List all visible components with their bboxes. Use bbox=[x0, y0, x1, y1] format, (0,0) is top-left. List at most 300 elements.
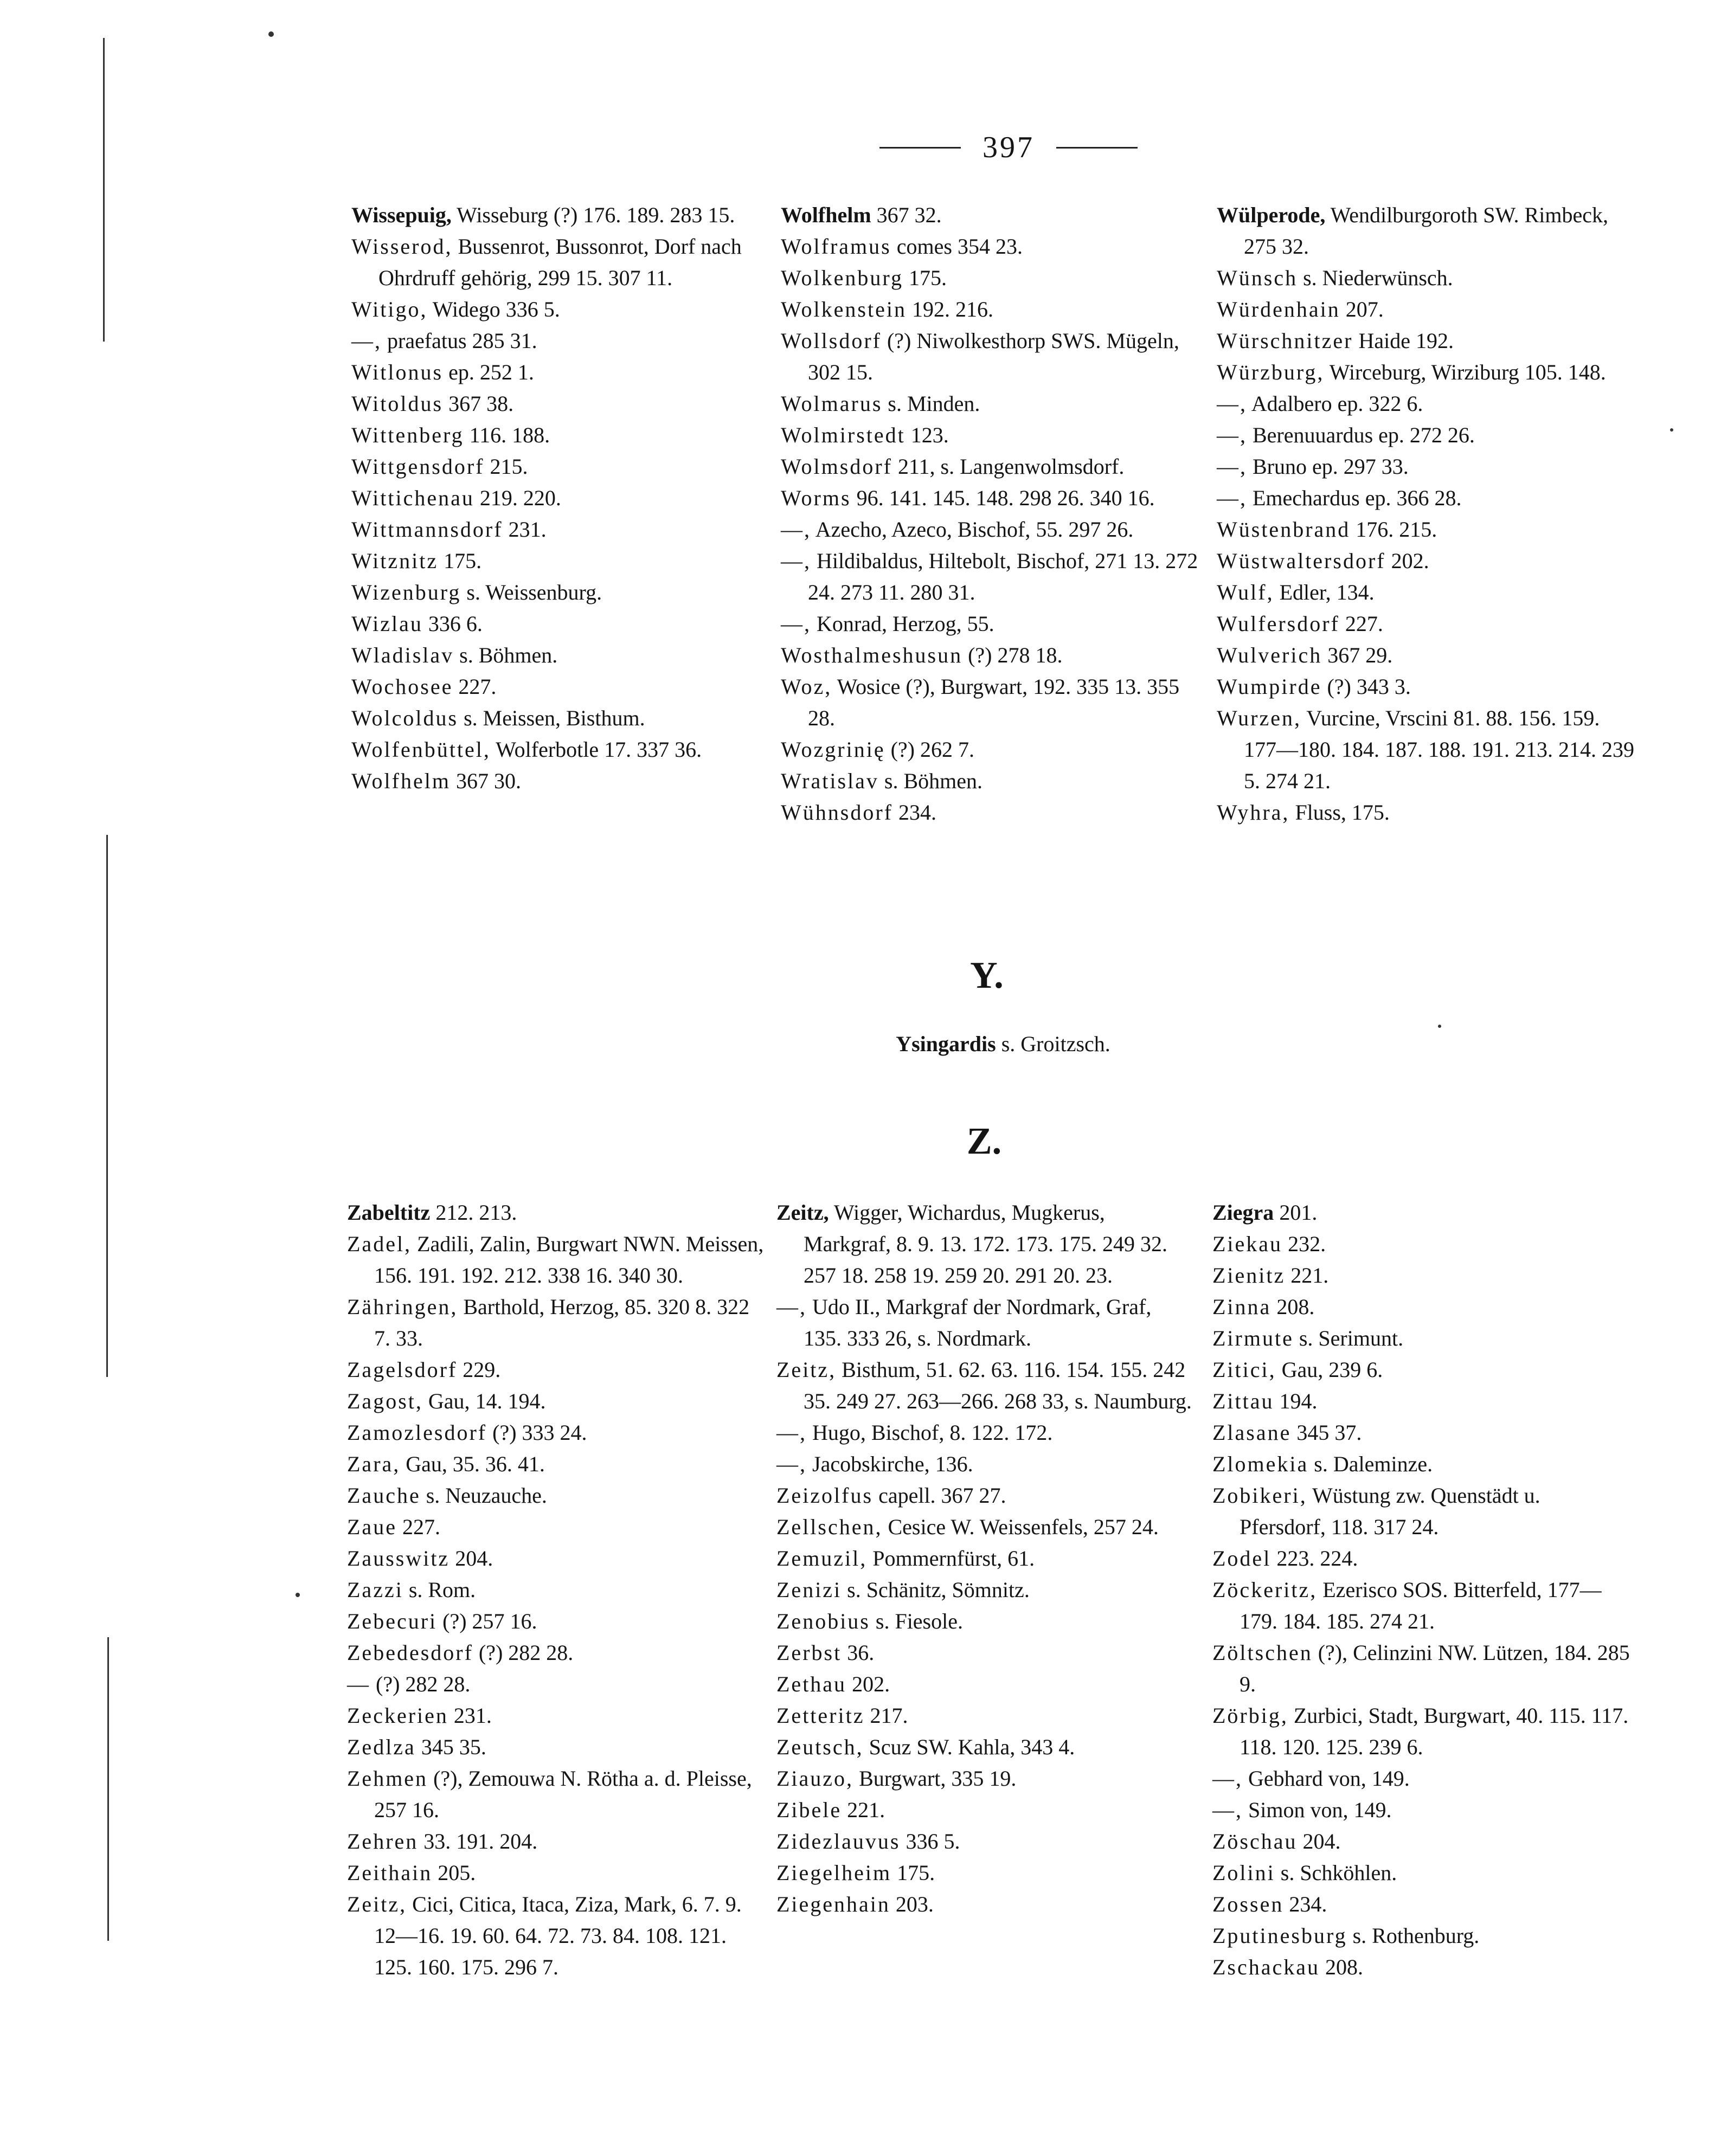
index-entry-refs: Wigger, Wichardus, Mugkerus, Markgraf, 8. 9. 13. 172. 173. 175. 249 32. 257 18. 258 19. 259 20. 291 20. 23. bbox=[804, 1200, 1168, 1288]
index-entry bbox=[1212, 1480, 1630, 1543]
index-entry bbox=[1217, 262, 1634, 294]
index-entry-head: —, bbox=[776, 1295, 807, 1319]
index-entry bbox=[347, 1637, 765, 1669]
index-entry bbox=[776, 1291, 1194, 1354]
index-entry-refs: 215. bbox=[484, 454, 528, 479]
index-entry-head: Wüstenbrand bbox=[1217, 517, 1351, 542]
index-entry bbox=[776, 1417, 1194, 1449]
index-entry bbox=[781, 797, 1198, 828]
index-entry bbox=[347, 1574, 765, 1606]
index-entry bbox=[347, 1197, 765, 1228]
index-entry bbox=[351, 514, 769, 545]
index-entry bbox=[347, 1291, 765, 1354]
index-entry-head: Zeitz, bbox=[776, 1357, 837, 1382]
index-entry-refs: praefatus 285 31. bbox=[382, 329, 537, 353]
index-entry-head: Wittmannsdorf bbox=[351, 517, 503, 542]
index-entry bbox=[1212, 1291, 1630, 1323]
index-entry bbox=[781, 671, 1198, 734]
index-column-top-right bbox=[1217, 199, 1634, 828]
index-entry-head: Zehmen bbox=[347, 1766, 428, 1791]
index-entry-head: Wyhra, bbox=[1217, 800, 1290, 825]
index-entry-head: Zaue bbox=[347, 1515, 397, 1539]
index-entry-head: Zauche bbox=[347, 1483, 421, 1508]
index-entry-head: Würdenhain bbox=[1217, 297, 1340, 321]
index-entry-head: Wittenberg bbox=[351, 423, 464, 447]
index-entry-refs: 227. bbox=[396, 1515, 440, 1539]
index-entry bbox=[1212, 1637, 1630, 1700]
index-entry-head: Zehren bbox=[347, 1829, 419, 1853]
index-entry bbox=[776, 1449, 1194, 1480]
index-entry-refs: 367 29. bbox=[1322, 643, 1393, 667]
index-entry bbox=[347, 1543, 765, 1574]
index-entry bbox=[1212, 1323, 1630, 1354]
index-entry bbox=[351, 640, 769, 671]
index-entry-refs: Zadili, Zalin, Burgwart NWN. Meissen, 156. 191. 192. 212. 338 16. 340 30. bbox=[374, 1232, 764, 1288]
index-entry bbox=[351, 231, 769, 294]
index-entry-head: Zörbig, bbox=[1212, 1703, 1288, 1728]
index-entry-head: Zlomekia bbox=[1212, 1452, 1309, 1476]
index-entry-refs: Hildibaldus, Hiltebolt, Bischof, 271 13. 272 24. 273 11. 280 31. bbox=[808, 549, 1198, 604]
index-entry-refs: 175. bbox=[903, 266, 947, 290]
index-entry bbox=[1217, 703, 1634, 797]
index-entry-refs: s. Schänitz, Sömnitz. bbox=[842, 1578, 1030, 1602]
index-entry bbox=[776, 1794, 1194, 1826]
index-entry bbox=[351, 357, 769, 388]
section-y-entry-rest: s. Groitzsch. bbox=[996, 1032, 1110, 1056]
index-entry bbox=[1217, 482, 1634, 514]
index-entry-refs: 202. bbox=[846, 1672, 890, 1696]
index-entry-head: Zenobius bbox=[776, 1609, 870, 1633]
index-entry-head: Witznitz bbox=[351, 549, 439, 573]
index-entry-refs: 221. bbox=[1285, 1263, 1329, 1288]
index-entry-head: Wolcoldus bbox=[351, 706, 459, 730]
index-entry-refs: Pommernfürst, 61. bbox=[867, 1546, 1035, 1571]
index-entry-refs: Berenuuardus ep. 272 26. bbox=[1247, 423, 1475, 447]
index-entry bbox=[1217, 357, 1634, 388]
index-entry bbox=[1217, 388, 1634, 420]
index-entry bbox=[781, 294, 1198, 325]
index-entry bbox=[776, 1669, 1194, 1700]
header-rule-left bbox=[879, 147, 961, 149]
index-entry-refs: 232. bbox=[1282, 1232, 1326, 1256]
index-entry-head: Zemuzil, bbox=[776, 1546, 868, 1571]
index-entry-head: Wolfhelm bbox=[781, 203, 871, 227]
index-entry-refs: 221. bbox=[842, 1798, 885, 1822]
index-entry-refs: 123. bbox=[905, 423, 949, 447]
index-entry-head: Wizenburg bbox=[351, 580, 461, 604]
index-entry-refs: 175. bbox=[891, 1861, 935, 1885]
scan-speck bbox=[268, 31, 274, 37]
index-entry-refs: Zurbici, Stadt, Burgwart, 40. 115. 117. 118. 120. 125. 239 6. bbox=[1240, 1703, 1629, 1759]
index-entry bbox=[776, 1889, 1194, 1920]
index-entry-refs: Gau, 35. 36. 41. bbox=[400, 1452, 545, 1476]
index-entry bbox=[1212, 1386, 1630, 1417]
index-entry bbox=[347, 1857, 765, 1889]
index-entry-refs: Gau, 239 6. bbox=[1276, 1357, 1383, 1382]
index-entry-head: —, bbox=[776, 1452, 807, 1476]
index-entry-head: Wühnsdorf bbox=[781, 800, 893, 825]
index-entry bbox=[351, 294, 769, 325]
index-entry-refs: (?) 333 24. bbox=[487, 1420, 587, 1445]
index-entry-refs: capell. 367 27. bbox=[873, 1483, 1006, 1508]
index-entry-head: Zobikeri, bbox=[1212, 1483, 1307, 1508]
index-entry bbox=[781, 420, 1198, 451]
index-entry bbox=[776, 1197, 1194, 1291]
index-entry-head: Ziegenhain bbox=[776, 1892, 890, 1916]
index-column-bottom-middle bbox=[776, 1197, 1194, 1920]
index-entry bbox=[781, 451, 1198, 482]
index-entry-head: —, bbox=[1217, 454, 1247, 479]
index-entry bbox=[351, 451, 769, 482]
index-entry bbox=[347, 1354, 765, 1386]
index-entry bbox=[347, 1889, 765, 1983]
index-entry-refs: Widego 336 5. bbox=[427, 297, 560, 321]
index-entry-head: Wulverich bbox=[1217, 643, 1322, 667]
index-entry bbox=[776, 1732, 1194, 1763]
index-entry-refs: Simon von, 149. bbox=[1243, 1798, 1392, 1822]
page-number: 397 bbox=[982, 131, 1035, 164]
index-entry-refs: Wolferbotle 17. 337 36. bbox=[490, 737, 702, 762]
index-entry-refs: Bisthum, 51. 62. 63. 116. 154. 155. 242 35. 249 27. 263—266. 268 33, s. Naumburg. bbox=[804, 1357, 1192, 1413]
index-entry-head: Zolini bbox=[1212, 1861, 1275, 1885]
index-entry-refs: Gebhard von, 149. bbox=[1243, 1766, 1410, 1791]
index-entry bbox=[1217, 514, 1634, 545]
index-entry bbox=[1212, 1889, 1630, 1920]
index-entry bbox=[1212, 1794, 1630, 1826]
index-entry bbox=[1212, 1952, 1630, 1983]
index-entry-head: Zeitz, bbox=[776, 1200, 829, 1225]
index-entry bbox=[776, 1354, 1194, 1417]
index-entry-refs: 212. 213. bbox=[430, 1200, 517, 1225]
index-entry-head: Wolkenburg bbox=[781, 266, 904, 290]
index-entry-refs: 367 32. bbox=[871, 203, 942, 227]
index-entry-head: Wolframus bbox=[781, 234, 891, 259]
index-entry bbox=[1212, 1763, 1630, 1794]
index-entry-head: Zirmute bbox=[1212, 1326, 1294, 1350]
index-entry-refs: Burgwart, 335 19. bbox=[853, 1766, 1017, 1791]
index-entry-head: Wladislav bbox=[351, 643, 454, 667]
index-entry-head: Wülperode, bbox=[1217, 203, 1326, 227]
index-entry bbox=[1217, 199, 1634, 262]
index-entry-refs: Jacobskirche, 136. bbox=[807, 1452, 973, 1476]
index-entry-head: Zellschen, bbox=[776, 1515, 883, 1539]
index-entry bbox=[1217, 420, 1634, 451]
index-entry-head: Würschnitzer bbox=[1217, 329, 1353, 353]
index-entry bbox=[781, 325, 1198, 388]
index-entry-refs: s. Rom. bbox=[403, 1578, 476, 1602]
index-entry-head: Witlonus bbox=[351, 360, 444, 384]
index-entry-head: Wüstwaltersdorf bbox=[1217, 549, 1386, 573]
index-entry bbox=[347, 1763, 765, 1826]
section-y-entry-head: Ysingardis bbox=[896, 1032, 996, 1056]
index-entry-head: Zinna bbox=[1212, 1295, 1272, 1319]
index-entry-head: —, bbox=[776, 1420, 807, 1445]
index-entry-refs: Emechardus ep. 366 28. bbox=[1247, 486, 1462, 510]
index-entry-head: Zeitz, bbox=[347, 1892, 407, 1916]
index-entry bbox=[1212, 1228, 1630, 1260]
index-entry-head: Zagelsdorf bbox=[347, 1357, 458, 1382]
index-entry-head: Wulf, bbox=[1217, 580, 1274, 604]
index-entry bbox=[351, 199, 769, 231]
index-entry-refs: 208. bbox=[1271, 1295, 1315, 1319]
index-entry-refs: 211, s. Langenwolmsdorf. bbox=[892, 454, 1125, 479]
scan-margin-line bbox=[107, 1637, 109, 1941]
scan-speck bbox=[1670, 428, 1673, 432]
index-entry bbox=[351, 545, 769, 577]
scan-speck bbox=[1438, 1025, 1441, 1028]
index-entry-head: Zeutsch, bbox=[776, 1735, 864, 1759]
index-entry-head: Zossen bbox=[1212, 1892, 1284, 1916]
index-entry-head: —, bbox=[781, 549, 811, 573]
index-entry-refs: Wirceburg, Wirziburg 105. 148. bbox=[1324, 360, 1606, 384]
index-entry bbox=[776, 1574, 1194, 1606]
section-y-entry bbox=[759, 1031, 1247, 1057]
index-entry-refs: 192. 216. bbox=[906, 297, 993, 321]
index-entry bbox=[347, 1417, 765, 1449]
index-entry bbox=[776, 1543, 1194, 1574]
index-column-top-middle bbox=[781, 199, 1198, 828]
index-entry-refs: (?) Niwolkesthorp SWS. Mügeln, 302 15. bbox=[808, 329, 1179, 384]
index-entry bbox=[351, 420, 769, 451]
index-entry-head: Zodel bbox=[1212, 1546, 1272, 1571]
index-entry-refs: 336 5. bbox=[900, 1829, 960, 1853]
index-entry-refs: 367 38. bbox=[443, 391, 514, 416]
index-entry bbox=[776, 1480, 1194, 1511]
section-letter-y: Y. bbox=[970, 955, 1004, 996]
index-entry bbox=[781, 640, 1198, 671]
index-entry-head: — bbox=[347, 1672, 370, 1696]
index-entry-refs: Wüstung zw. Quenstädt u. Pfersdorf, 118. 317 24. bbox=[1240, 1483, 1540, 1539]
index-entry bbox=[347, 1606, 765, 1637]
index-entry-refs: (?) 343 3. bbox=[1321, 674, 1411, 699]
index-entry-refs: s. Weissenburg. bbox=[461, 580, 602, 604]
index-entry-refs: s. Niederwünsch. bbox=[1298, 266, 1453, 290]
index-entry bbox=[351, 608, 769, 640]
index-entry-head: Zerbst bbox=[776, 1640, 842, 1665]
index-entry-head: —, bbox=[781, 612, 811, 636]
index-entry-refs: 116. 188. bbox=[464, 423, 550, 447]
index-entry bbox=[347, 1700, 765, 1732]
index-entry-head: Wolfhelm bbox=[351, 769, 451, 793]
index-entry-head: Zitici, bbox=[1212, 1357, 1276, 1382]
index-entry bbox=[1217, 671, 1634, 703]
index-entry bbox=[1212, 1417, 1630, 1449]
index-entry-refs: 229. bbox=[457, 1357, 501, 1382]
index-entry-head: Zazzi bbox=[347, 1578, 403, 1602]
index-entry-refs: 204. bbox=[1297, 1829, 1341, 1853]
index-entry-refs: ep. 252 1. bbox=[443, 360, 534, 384]
index-entry bbox=[347, 1732, 765, 1763]
index-column-bottom-left bbox=[347, 1197, 765, 1983]
index-entry-head: Wittichenau bbox=[351, 486, 474, 510]
index-entry bbox=[781, 734, 1198, 765]
index-entry bbox=[1212, 1260, 1630, 1291]
index-entry-refs: Cesice W. Weissenfels, 257 24. bbox=[882, 1515, 1159, 1539]
index-entry bbox=[1217, 451, 1634, 482]
index-entry-refs: (?) 282 28. bbox=[473, 1640, 574, 1665]
index-entry-refs: Cici, Citica, Itaca, Ziza, Mark, 6. 7. 9. 12—16. 19. 60. 64. 72. 73. 84. 108. 121. 125. 160. 175. 296 7. bbox=[374, 1892, 742, 1979]
index-entry-refs: 201. bbox=[1274, 1200, 1318, 1225]
page-header bbox=[813, 126, 1204, 169]
index-entry bbox=[781, 608, 1198, 640]
index-entry bbox=[351, 703, 769, 734]
scan-margin-line bbox=[103, 38, 105, 342]
index-entry-refs: Barthold, Herzog, 85. 320 8. 322 7. 33. bbox=[374, 1295, 750, 1350]
index-entry-head: Wumpirde bbox=[1217, 674, 1322, 699]
index-entry-head: Zöckeritz, bbox=[1212, 1578, 1318, 1602]
index-entry-refs: s. Minden. bbox=[882, 391, 980, 416]
index-entry-refs: Vurcine, Vrscini 81. 88. 156. 159. 177—180. 184. 187. 188. 191. 213. 214. 239 5. 274 21. bbox=[1244, 706, 1634, 793]
index-entry-refs: 227. bbox=[1339, 612, 1383, 636]
index-column-top-left bbox=[351, 199, 769, 797]
index-entry bbox=[351, 388, 769, 420]
index-entry bbox=[776, 1637, 1194, 1669]
index-entry bbox=[347, 1480, 765, 1511]
index-entry-head: Wolmsdorf bbox=[781, 454, 892, 479]
index-entry-head: Wurzen, bbox=[1217, 706, 1301, 730]
index-entry bbox=[351, 577, 769, 608]
index-entry bbox=[351, 671, 769, 703]
scan-speck bbox=[296, 1593, 300, 1597]
index-entry bbox=[781, 545, 1198, 608]
index-entry-refs: 367 30. bbox=[450, 769, 521, 793]
index-entry-head: Zadel, bbox=[347, 1232, 412, 1256]
index-entry bbox=[1217, 797, 1634, 828]
index-entry-refs: Haide 192. bbox=[1353, 329, 1454, 353]
index-entry-head: Zausswitz bbox=[347, 1546, 450, 1571]
index-entry-refs: Edler, 134. bbox=[1274, 580, 1375, 604]
index-entry bbox=[347, 1826, 765, 1857]
index-entry-head: —, bbox=[1212, 1766, 1243, 1791]
index-entry-head: Zöschau bbox=[1212, 1829, 1298, 1853]
index-entry-head: Wittgensdorf bbox=[351, 454, 485, 479]
index-entry-refs: Wendilburgoroth SW. Rimbeck, 275 32. bbox=[1244, 203, 1608, 259]
header-rule-right bbox=[1056, 147, 1138, 149]
index-entry-refs: s. Böhmen. bbox=[878, 769, 983, 793]
index-entry-refs: 202. bbox=[1385, 549, 1429, 573]
index-entry-refs: Wisseburg (?) 176. 189. 283 15. bbox=[451, 203, 735, 227]
index-entry-head: Zlasane bbox=[1212, 1420, 1292, 1445]
index-entry-refs: 204. bbox=[449, 1546, 493, 1571]
index-entry-head: Würzburg, bbox=[1217, 360, 1325, 384]
index-entry bbox=[776, 1857, 1194, 1889]
index-entry-refs: 227. bbox=[453, 674, 497, 699]
index-entry-head: Wolfenbüttel, bbox=[351, 737, 491, 762]
index-entry-refs: s. Rothenburg. bbox=[1347, 1923, 1480, 1948]
index-entry bbox=[776, 1763, 1194, 1794]
index-entry bbox=[351, 482, 769, 514]
index-entry-refs: Ezerisco SOS. Bitterfeld, 177—179. 184. 185. 274 21. bbox=[1240, 1578, 1602, 1633]
index-entry-refs: (?) 262 7. bbox=[885, 737, 975, 762]
index-entry-refs: Wosice (?), Burgwart, 192. 335 13. 355 28. bbox=[808, 674, 1180, 730]
index-entry-head: Zetteritz bbox=[776, 1703, 865, 1728]
index-entry-refs: 336 6. bbox=[422, 612, 483, 636]
index-entry-head: Zeizolfus bbox=[776, 1483, 874, 1508]
index-entry bbox=[347, 1386, 765, 1417]
index-entry-refs: 345 37. bbox=[1291, 1420, 1362, 1445]
index-entry-head: Wozgrinię bbox=[781, 737, 885, 762]
index-entry-head: Wratislav bbox=[781, 769, 879, 793]
index-entry bbox=[781, 514, 1198, 545]
index-entry-refs: (?) 282 28. bbox=[370, 1672, 471, 1696]
index-entry-refs: 234. bbox=[1283, 1892, 1327, 1916]
index-entry bbox=[1212, 1920, 1630, 1952]
index-entry-head: Ziauzo, bbox=[776, 1766, 854, 1791]
index-entry bbox=[347, 1449, 765, 1480]
index-entry-head: Wolmarus bbox=[781, 391, 883, 416]
index-entry-head: —, bbox=[781, 517, 811, 542]
index-entry-head: Zabeltitz bbox=[347, 1200, 431, 1225]
index-entry bbox=[781, 482, 1198, 514]
index-entry bbox=[1217, 325, 1634, 357]
index-entry-head: Witigo, bbox=[351, 297, 428, 321]
index-entry-head: Zöltschen bbox=[1212, 1640, 1313, 1665]
index-entry-head: Zeithain bbox=[347, 1861, 433, 1885]
index-entry-head: Ziegelheim bbox=[776, 1861, 892, 1885]
index-entry-head: —, bbox=[1217, 423, 1247, 447]
index-entry bbox=[1217, 577, 1634, 608]
index-entry-head: Wosthalmeshusun bbox=[781, 643, 963, 667]
index-entry-head: Zputinesburg bbox=[1212, 1923, 1347, 1948]
index-entry-refs: s. Daleminze. bbox=[1308, 1452, 1433, 1476]
index-entry-head: Worms bbox=[781, 486, 851, 510]
index-entry-refs: 176. 215. bbox=[1350, 517, 1437, 542]
scan-margin-line bbox=[106, 835, 108, 1377]
index-entry-head: Witoldus bbox=[351, 391, 444, 416]
index-entry-refs: 217. bbox=[864, 1703, 908, 1728]
index-entry-head: Wisserod, bbox=[351, 234, 453, 259]
index-entry bbox=[1217, 294, 1634, 325]
index-entry bbox=[351, 734, 769, 765]
index-entry-refs: 33. 191. 204. bbox=[418, 1829, 538, 1853]
index-entry-head: Zenizi bbox=[776, 1578, 842, 1602]
index-entry-refs: Konrad, Herzog, 55. bbox=[811, 612, 994, 636]
index-entry-head: Zagost, bbox=[347, 1389, 423, 1413]
index-entry-head: Zeckerien bbox=[347, 1703, 448, 1728]
index-entry bbox=[347, 1669, 765, 1700]
index-entry-refs: Gau, 14. 194. bbox=[422, 1389, 546, 1413]
index-entry bbox=[1212, 1826, 1630, 1857]
index-entry-head: Wissepuig, bbox=[351, 203, 452, 227]
index-entry-head: Wolkenstein bbox=[781, 297, 907, 321]
index-entry-refs: Udo II., Markgraf der Nordmark, Graf, 135. 333 26, s. Nordmark. bbox=[804, 1295, 1152, 1350]
index-entry bbox=[776, 1700, 1194, 1732]
index-entry-head: Zedlza bbox=[347, 1735, 416, 1759]
index-entry-refs: 345 35. bbox=[415, 1735, 486, 1759]
index-entry bbox=[781, 262, 1198, 294]
index-entry-refs: Fluss, 175. bbox=[1289, 800, 1390, 825]
index-entry bbox=[1217, 608, 1634, 640]
index-entry-refs: Scuz SW. Kahla, 343 4. bbox=[863, 1735, 1075, 1759]
index-entry bbox=[781, 231, 1198, 262]
index-entry-head: Zidezlauvus bbox=[776, 1829, 901, 1853]
section-letter-z: Z. bbox=[966, 1121, 1002, 1162]
index-entry bbox=[781, 388, 1198, 420]
index-entry bbox=[776, 1511, 1194, 1543]
index-entry-head: Wizlau bbox=[351, 612, 423, 636]
index-entry-head: Zebedesdorf bbox=[347, 1640, 473, 1665]
index-entry-head: Wollsdorf bbox=[781, 329, 882, 353]
index-entry-refs: s. Neuzauche. bbox=[420, 1483, 547, 1508]
index-entry bbox=[1217, 545, 1634, 577]
index-entry-refs: 223. 224. bbox=[1271, 1546, 1358, 1571]
index-entry-head: Zschackau bbox=[1212, 1955, 1320, 1979]
index-entry-head: Zienitz bbox=[1212, 1263, 1286, 1288]
index-entry-refs: s. Böhmen. bbox=[454, 643, 558, 667]
index-entry bbox=[776, 1826, 1194, 1857]
index-entry-head: Zittau bbox=[1212, 1389, 1274, 1413]
index-entry bbox=[1212, 1354, 1630, 1386]
